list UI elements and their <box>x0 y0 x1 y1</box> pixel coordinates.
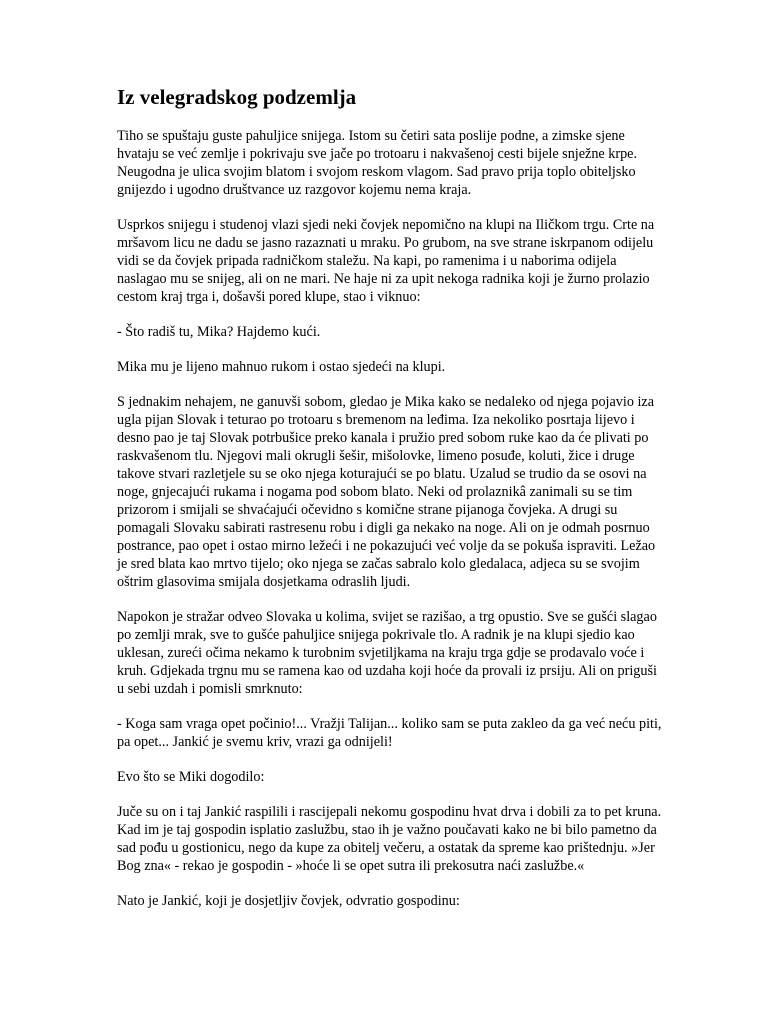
paragraph: Mika mu je lijeno mahnuo rukom i ostao sjedeći na klupi. <box>117 359 446 375</box>
paragraph: S jednakim nehajem, ne ganuvši sobom, gledao je Mika kako se nedaleko od njega pojavio iza ugla pijan Slovak i teturao po trotoaru s bremenom na leđima. Iza nekoliko posrtaja lijevo i desno pao je taj Slovak potrbušice preko kanala i pružio pred sobom ruke kao da će plivati po raskvašenom tlu. Njegovi mali okrugli šešir, mišolovke, limeno posuđe, koluti, žice i druge takove stvari razletjele su se oko njega koturajući se po blatu. Uzalud se trudio da se osovi na noge, gnjecajući rukama i nogama pod sobom blato. Neki od prolaznikâ zanimali su se tim prizorom i smijali se shvaćajući očevidno s komične strane pijanoga čovjeka. A drugi su pomagali Slovaku sabirati rastresenu robu i digli ga nekako na noge. Ali on je odmah posrnuo postrance, pao opet i ostao mirno ležeći i ne pokazujući već volje da se pokuša ispraviti. Ležao je sred blata kao mrtvo tijelo; oko njega se začas sabralo kolo gledalaca, adjeca su se svojim oštrim glasovima smijala dosjetkama odraslih ljudi. <box>117 394 656 590</box>
paragraph: Usprkos snijegu i studenoj vlazi sjedi neki čovjek nepomično na klupi na Iličkom trgu. Crte na mršavom licu ne dadu se jasno razaznati u mraku. Po grubom, na sve strane iskrpanom odijelu vidi se da čovjek pripada radničkom staležu. Na kapi, po ramenima i u naborima odijela naslagao mu se snijeg, ali on ne mari. Ne haje ni za upit nekoga radnika koji je žurno prolazio cestom kraj trga i, došavši pored klupe, stao i viknuo: <box>117 217 655 305</box>
document-body <box>117 84 665 927</box>
paragraph: Tiho se spuštaju guste pahuljice snijega. Istom su četiri sata poslije podne, a zimske sjene hvataju se već zemlje i pokrivaju sve jače po trotoaru i nakvašenoj cesti bijele snježne krpe. Neugodna je ulica svojim blatom i svojom reskom vlagom. Sad pravo prija toplo obiteljsko gnijezdo i ugodno društvance uz razgovor kojemu nema kraja. <box>117 128 638 198</box>
paragraph: - Koga sam vraga opet počinio!... Vražji Talijan... koliko sam se puta zakleo da ga već neću piti, pa opet... Jankić je svemu kriv, vrazi ga odnijeli! <box>117 716 662 750</box>
paragraph: - Što radiš tu, Mika? Hajdemo kući. <box>117 324 321 340</box>
paragraph: Evo što se Miki dogodilo: <box>117 769 265 785</box>
paragraph: Nato je Jankić, koji je dosjetljiv čovjek, odvratio gospodinu: <box>117 893 460 909</box>
paragraph: Juče su on i taj Jankić raspilili i rascijepali nekomu gospodinu hvat drva i dobili za to pet kruna. Kad im je taj gospodin isplatio zaslužbu, stao ih je važno poučavati kako ne bi bilo pametno da sad pođu u gostionicu, nego da kupe za obitelj večeru, a ostatak da spreme kao prištednju. »Jer Bog zna« - rekao je gospodin - »hoće li se opet sutra ili prekosutra naći zaslužbe.« <box>117 804 662 874</box>
document-title: Iz velegradskog podzemlja <box>117 85 357 109</box>
paragraph: Napokon je stražar odveo Slovaka u kolima, svijet se razišao, a trg opustio. Sve se gušći slagao po zemlji mrak, sve to gušće pahuljice snijega pokrivale tlo. A radnik je na klupi sjedio kao uklesan, zureći očima nekamo k turobnim svjetiljkama na kraju trga gdje se prodavalo voće i kruh. Gdjekada trgnu mu se ramena kao od uzdaha koji hoće da provali iz prsiju. Ali on priguši u sebi uzdah i pomisli smrknuto: <box>117 609 657 697</box>
